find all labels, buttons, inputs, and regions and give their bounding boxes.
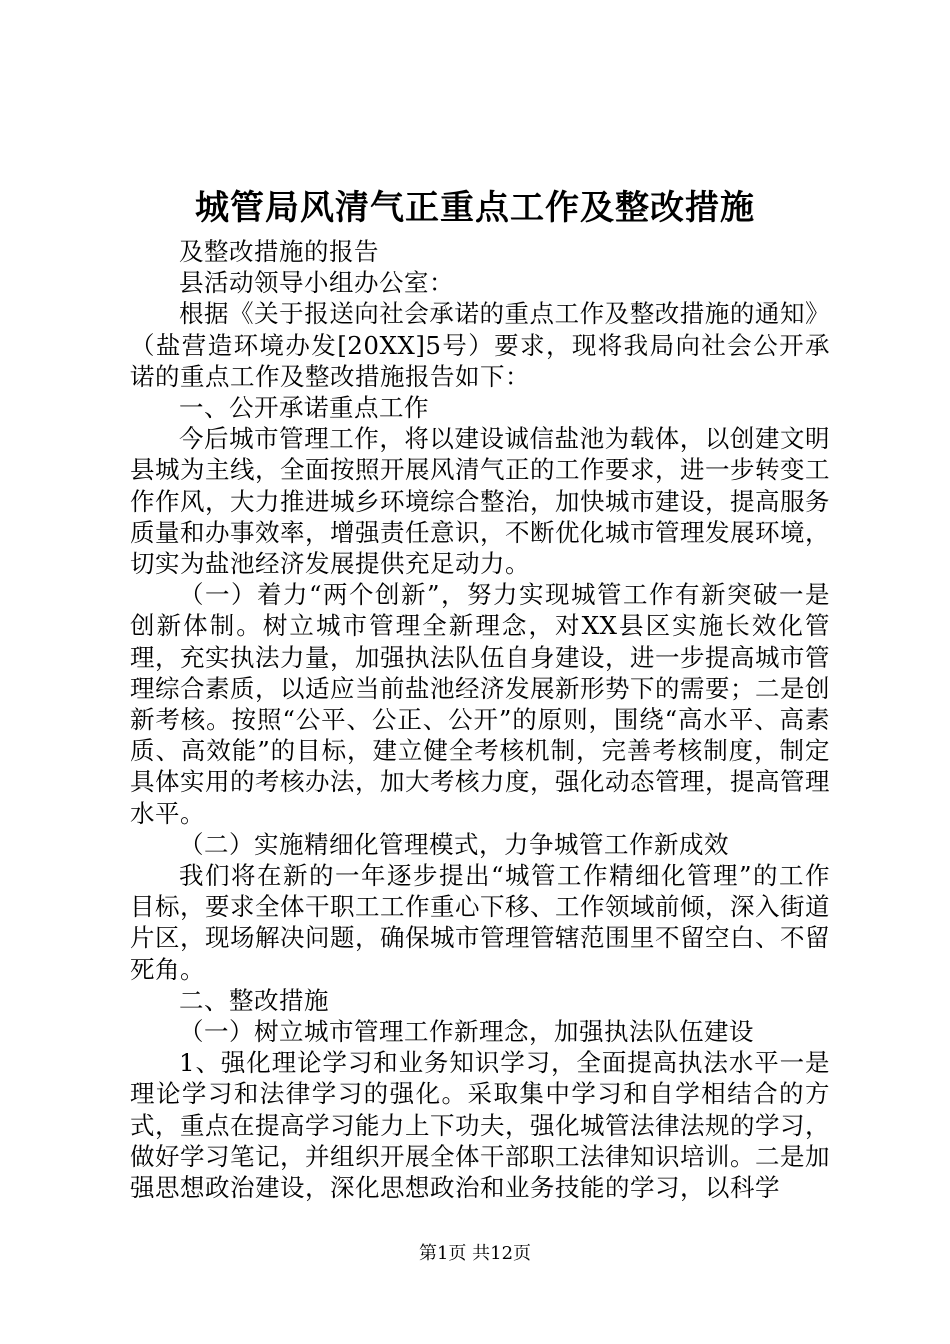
paragraph-subtitle: 及整改措施的报告 bbox=[179, 237, 379, 266]
section-heading-1: 一、公开承诺重点工作 bbox=[179, 393, 429, 423]
document-title: 城管局风清气正重点工作及整改措施 bbox=[195, 188, 755, 228]
section-heading-2: 二、整改措施 bbox=[179, 985, 329, 1015]
paragraph-overview: 今后城市管理工作，将以建设诚信盐池为载体，以创建文明县城为主线，全面按照开展风清气正的工作要求，进一步转变工作作风，大力推进城乡环境综合整治，加快城市建设，提高服务质量和办事效率，增强责任意识，不断优化城市管理发展环境，切实为盐池经济发展提供充足动力。 bbox=[130, 424, 830, 579]
paragraph-addressee: 县活动领导小组办公室： bbox=[179, 268, 454, 298]
paragraph-study: 1、强化理论学习和业务知识学习，全面提高执法水平一是理论学习和法律学习的强化。采取集中学习和自学相结合的方式，重点在提高学习能力上下功夫，强化城管法律法规的学习，做好学习笔记，并组织开展全体干部职工法律知识培训。二是加强思想政治建设，深化思想政治和业务技能的学习，以科学 bbox=[130, 1048, 830, 1203]
subsection-heading-rectify-1: （一）树立城市管理工作新理念，加强执法队伍建设 bbox=[179, 1017, 754, 1047]
subsection-heading-2: （二）实施精细化管理模式，力争城管工作新成效 bbox=[179, 829, 729, 859]
paragraph-refined-management: 我们将在新的一年逐步提出“城管工作精细化管理”的工作目标，要求全体干职工工作重心下移、工作领域前倾，深入街道片区，现场解决问题，确保城市管理管辖范围里不留空白、不留死角。 bbox=[130, 861, 830, 984]
document-body bbox=[130, 236, 830, 1203]
paragraph-intro: 根据《关于报送向社会承诺的重点工作及整改措施的通知》（盐营造环境办发[20XX]5号）要求，现将我局向社会公开承诺的重点工作及整改措施报告如下： bbox=[130, 299, 830, 391]
paragraph-innovation: （一）着力“两个创新”，努力实现城管工作有新突破一是创新体制。树立城市管理全新理念，对XX县区实施长效化管理，充实执法力量，加强执法队伍自身建设，进一步提高城市管理综合素质，以适应当前盐池经济发展新形势下的需要；二是创新考核。按照“公平、公正、公开”的原则，围绕“高水平、高素质、高效能”的目标，建立健全考核机制，完善考核制度，制定具体实用的考核办法，加大考核力度，强化动态管理，提高管理水平。 bbox=[130, 580, 830, 828]
page-footer: 第1页 共12页 bbox=[418, 1243, 532, 1264]
